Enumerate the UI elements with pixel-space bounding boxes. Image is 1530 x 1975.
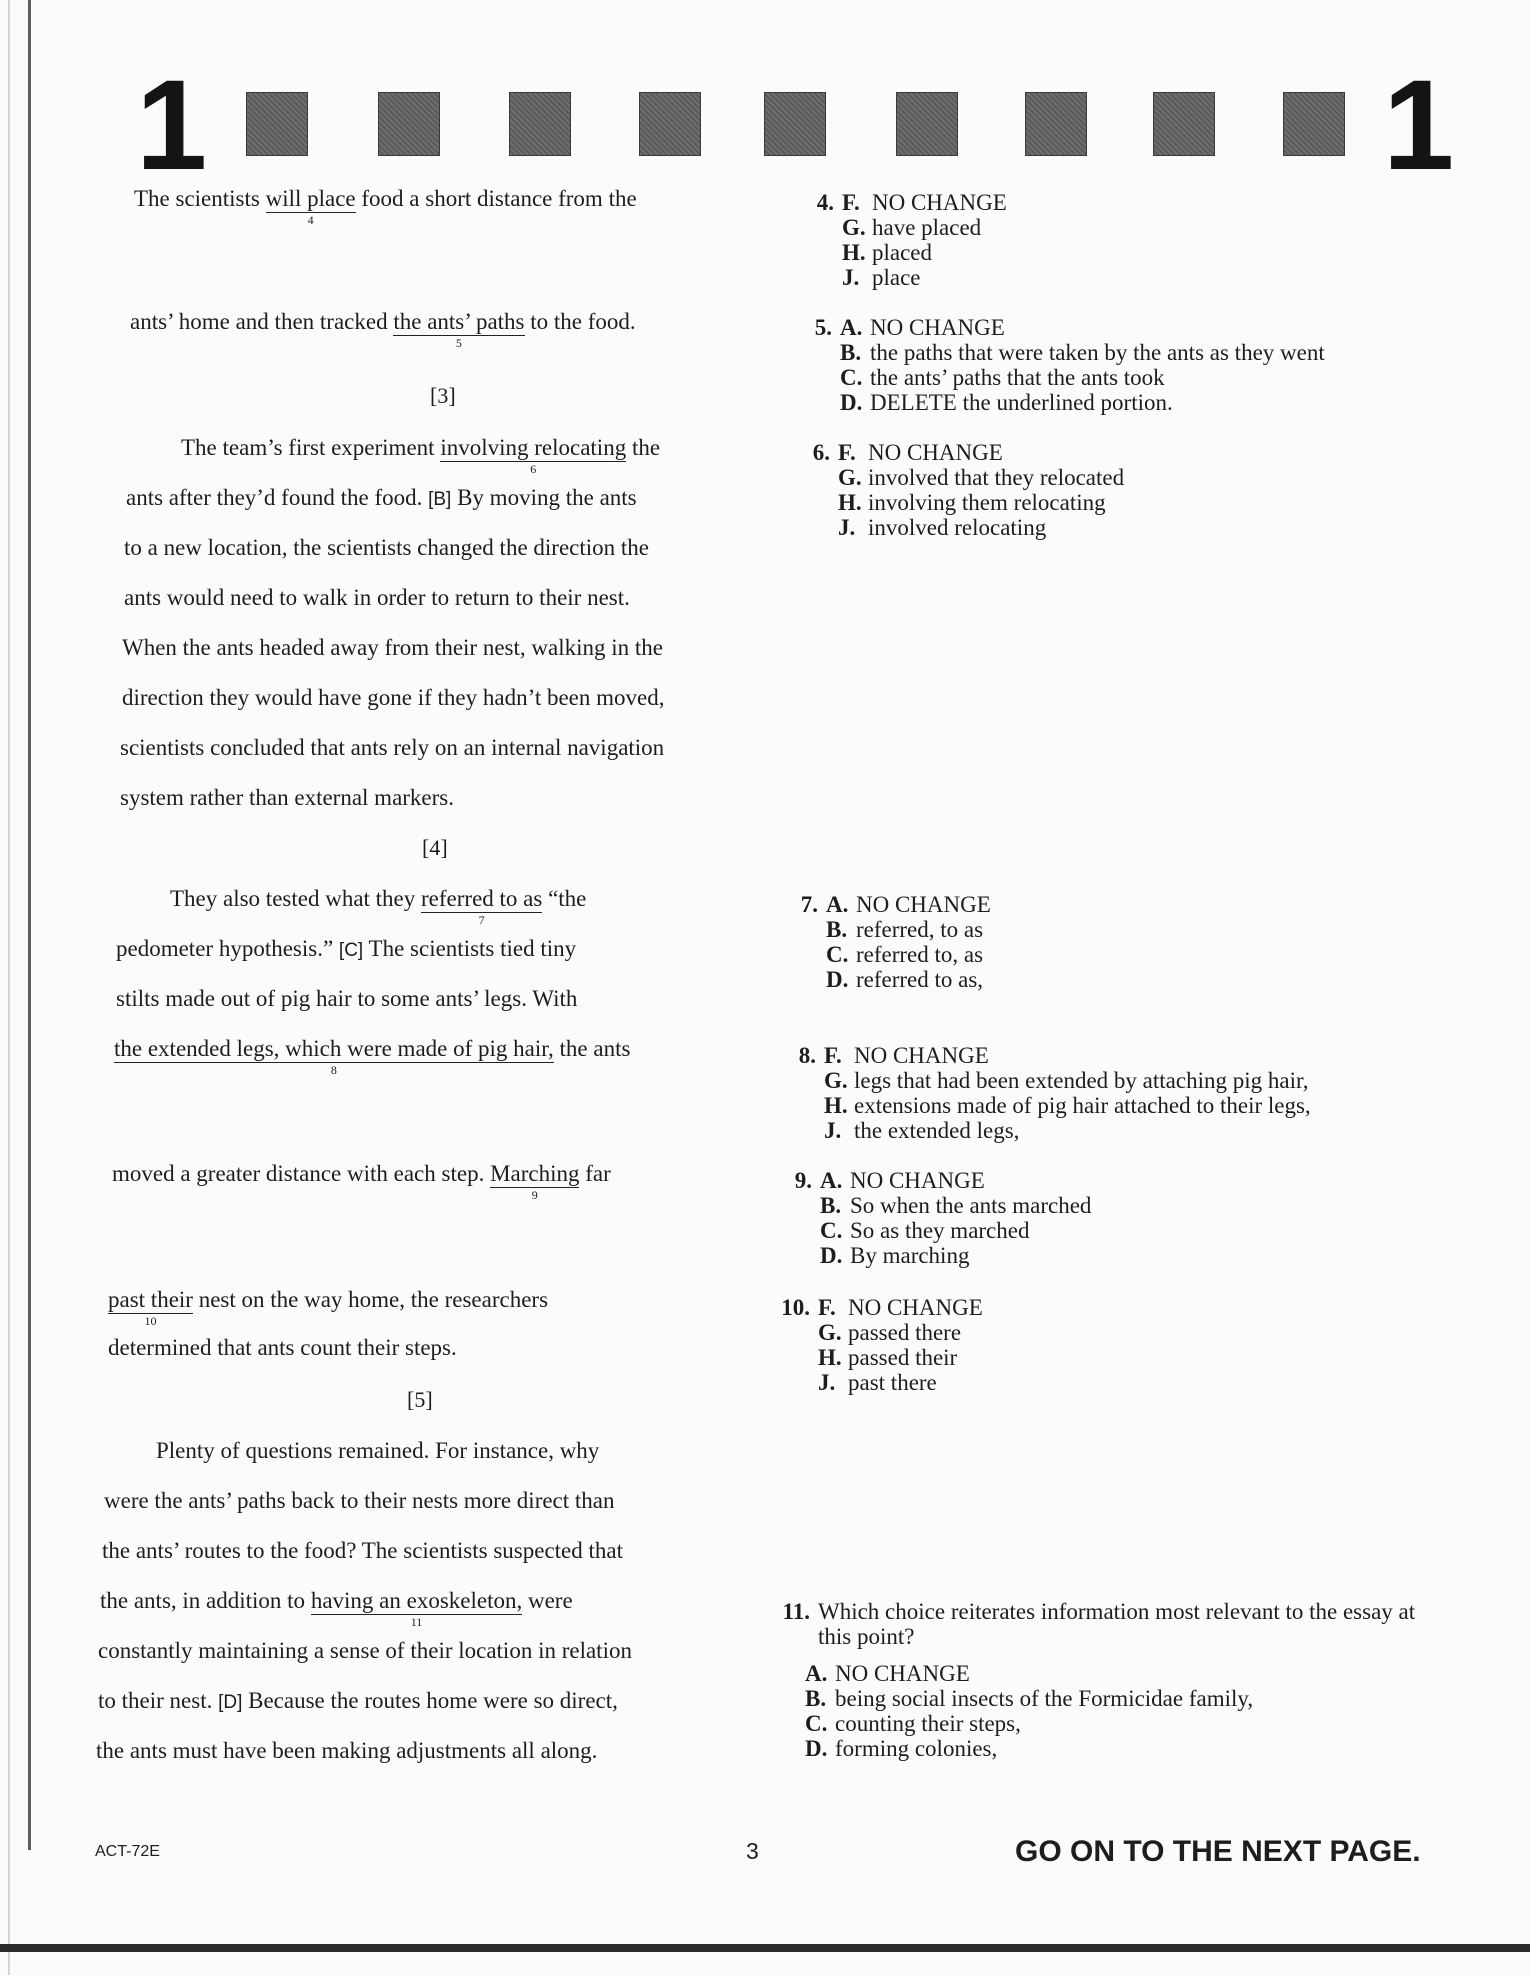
answer-choice[interactable]: being social insects of the Formicidae family,: [835, 1686, 1254, 1711]
scan-edge-left: [8, 0, 10, 1975]
answer-choice[interactable]: So when the ants marched: [850, 1193, 1092, 1218]
section-number-right: 1: [1383, 54, 1455, 197]
passage-line: Plenty of questions remained. For instance, why: [156, 1438, 600, 1463]
answer-choice[interactable]: the extended legs,: [854, 1118, 1020, 1143]
answer-choice[interactable]: legs that had been extended by attaching pig hair,: [854, 1068, 1309, 1093]
underlined-portion-10: past their 10: [108, 1287, 193, 1329]
paragraph-number: [3]: [430, 383, 456, 408]
underlined-portion-11: having an exoskeleton, 11: [310, 1588, 523, 1630]
answer-choice[interactable]: involved relocating: [868, 515, 1047, 540]
passage-line: scientists concluded that ants rely on an internal navigation: [120, 735, 665, 760]
go-on-instruction: GO ON TO THE NEXT PAGE.: [1015, 1835, 1421, 1868]
passage-line: The team’s first experiment involving relocating 6 the: [181, 435, 661, 477]
passage-line: constantly maintaining a sense of their location in relation: [98, 1638, 632, 1663]
scan-edge-line: [28, 0, 31, 1850]
paragraph-number: [5]: [407, 1387, 433, 1412]
answer-choice[interactable]: So as they marched: [850, 1218, 1030, 1243]
passage-line: ants’ home and then tracked the ants’ paths 5 to the food.: [130, 309, 636, 351]
question-6: 6. F. NO CHANGE G. involved that they relocated H. involving them relocating J. involved relocating: [812, 440, 1125, 540]
test-code: ACT-72E: [95, 1843, 160, 1860]
bottom-rule: [0, 1944, 1530, 1952]
box-marker-c: [C]: [338, 940, 364, 961]
passage-line: pedometer hypothesis.” [C] The scientists tied tiny: [116, 936, 577, 961]
underlined-portion-5: the ants’ paths 5: [393, 309, 525, 351]
answer-choice[interactable]: passed their: [848, 1345, 958, 1370]
answer-choice[interactable]: NO CHANGE: [872, 190, 1007, 215]
passage-line: past their 10 nest on the way home, the researchers: [108, 1287, 549, 1329]
underlined-portion-6: involving relocating 6: [440, 435, 627, 477]
answer-choice[interactable]: DELETE the underlined portion.: [870, 390, 1173, 415]
page-number: 3: [746, 1838, 759, 1864]
answer-choice[interactable]: forming colonies,: [835, 1736, 998, 1761]
answer-choice[interactable]: involved that they relocated: [868, 465, 1125, 490]
underlined-portion-9: Marching 9: [490, 1161, 580, 1203]
answer-choice[interactable]: past there: [848, 1370, 937, 1395]
answer-choice[interactable]: referred to as,: [856, 967, 984, 992]
question-8: 8. F. NO CHANGE G. legs that had been extended by attaching pig hair, H. extensions made of pig hair attached to their legs, J. the extended legs,: [798, 1043, 1311, 1143]
answer-choice[interactable]: NO CHANGE: [868, 440, 1003, 465]
question-5: 5. A. NO CHANGE B. the paths that were taken by the ants as they went C. the ants’ paths that the ants took D. DELETE the underlined portion.: [814, 315, 1325, 415]
question-11: 11. Which choice reiterates information most relevant to the essay at this point? A. NO CHANGE B. being social insects of the Formicidae family, C. counting their steps, D. forming colonies,: [770, 1599, 1418, 1761]
answer-choice[interactable]: referred, to as: [856, 917, 984, 942]
passage-line: direction they would have gone if they hadn’t been moved,: [122, 685, 665, 710]
underlined-portion-7: referred to as 7: [421, 886, 543, 928]
answer-choice[interactable]: the paths that were taken by the ants as they went: [870, 340, 1325, 365]
answer-choice[interactable]: By marching: [850, 1243, 970, 1268]
paragraph-number: [4]: [422, 835, 448, 860]
box-marker-b: [B]: [428, 489, 452, 510]
passage-line: the extended legs, which were made of pig hair, 8 the ants: [114, 1036, 631, 1078]
passage-line: moved a greater distance with each step. Marching 9 far: [112, 1161, 611, 1203]
passage-line: the ants must have been making adjustments all along.: [96, 1738, 598, 1763]
passage-line: system rather than external markers.: [120, 785, 455, 810]
passage-line: to their nest. [D] Because the routes home were so direct,: [98, 1688, 618, 1713]
header-block: [639, 92, 701, 156]
underlined-portion-8: the extended legs, which were made of pig hair, 8: [114, 1036, 554, 1078]
passage-line: When the ants headed away from their nest, walking in the: [122, 635, 663, 660]
answer-choice[interactable]: passed there: [848, 1320, 962, 1345]
answer-choice[interactable]: NO CHANGE: [848, 1295, 983, 1320]
question-stem: Which choice reiterates information most relevant to the essay at this point?: [818, 1599, 1416, 1649]
answer-choice[interactable]: placed: [872, 240, 933, 265]
header-block: [1153, 92, 1215, 156]
header-block: [246, 92, 308, 156]
answer-choice[interactable]: extensions made of pig hair attached to their legs,: [854, 1093, 1311, 1118]
header-block: [1025, 92, 1087, 156]
question-4: 4. F. NO CHANGE G. have placed H. placed J. place: [816, 190, 1007, 290]
passage-line: The scientists will place 4 food a short distance from the: [134, 186, 637, 228]
passage-line: determined that ants count their steps.: [108, 1335, 457, 1360]
passage-line: ants would need to walk in order to return to their nest.: [124, 585, 630, 610]
underlined-portion-4: will place 4: [265, 186, 356, 228]
answer-choice[interactable]: NO CHANGE: [854, 1043, 989, 1068]
header-block: [378, 92, 440, 156]
question-7: 7. A. NO CHANGE B. referred, to as C. referred to, as D. referred to as,: [800, 892, 991, 992]
header-block: [896, 92, 958, 156]
answer-choice[interactable]: NO CHANGE: [835, 1661, 970, 1686]
passage-line: to a new location, the scientists changed the direction the: [124, 535, 650, 560]
answer-choice[interactable]: have placed: [872, 215, 982, 240]
passage-line: stilts made out of pig hair to some ants’ legs. With: [116, 986, 578, 1011]
passage-line: the ants, in addition to having an exoskeleton, 11 were: [100, 1588, 573, 1630]
answer-choice[interactable]: place: [872, 265, 921, 290]
header-block: [509, 92, 571, 156]
box-marker-d: [D]: [218, 1692, 243, 1713]
header-block: [764, 92, 826, 156]
answer-choice[interactable]: referred to, as: [856, 942, 984, 967]
passage-line: the ants’ routes to the food? The scientists suspected that: [102, 1538, 623, 1563]
question-10: 10. F. NO CHANGE G. passed there H. passed their J. past there: [781, 1295, 983, 1395]
passage-line: were the ants’ paths back to their nests more direct than: [104, 1488, 615, 1513]
section-number-left: 1: [136, 54, 208, 197]
passage-line: ants after they’d found the food. [B] By moving the ants: [126, 485, 637, 510]
question-9: 9. A. NO CHANGE B. So when the ants marched C. So as they marched D. By marching: [794, 1168, 1092, 1268]
answer-choice[interactable]: involving them relocating: [868, 490, 1106, 515]
passage-line: They also tested what they referred to as 7 “the: [170, 886, 587, 928]
answer-choice[interactable]: NO CHANGE: [870, 315, 1005, 340]
answer-choice[interactable]: NO CHANGE: [856, 892, 991, 917]
header-block: [1283, 92, 1345, 156]
answer-choice[interactable]: the ants’ paths that the ants took: [870, 365, 1165, 390]
answer-choice[interactable]: NO CHANGE: [850, 1168, 985, 1193]
answer-choice[interactable]: counting their steps,: [835, 1711, 1021, 1736]
